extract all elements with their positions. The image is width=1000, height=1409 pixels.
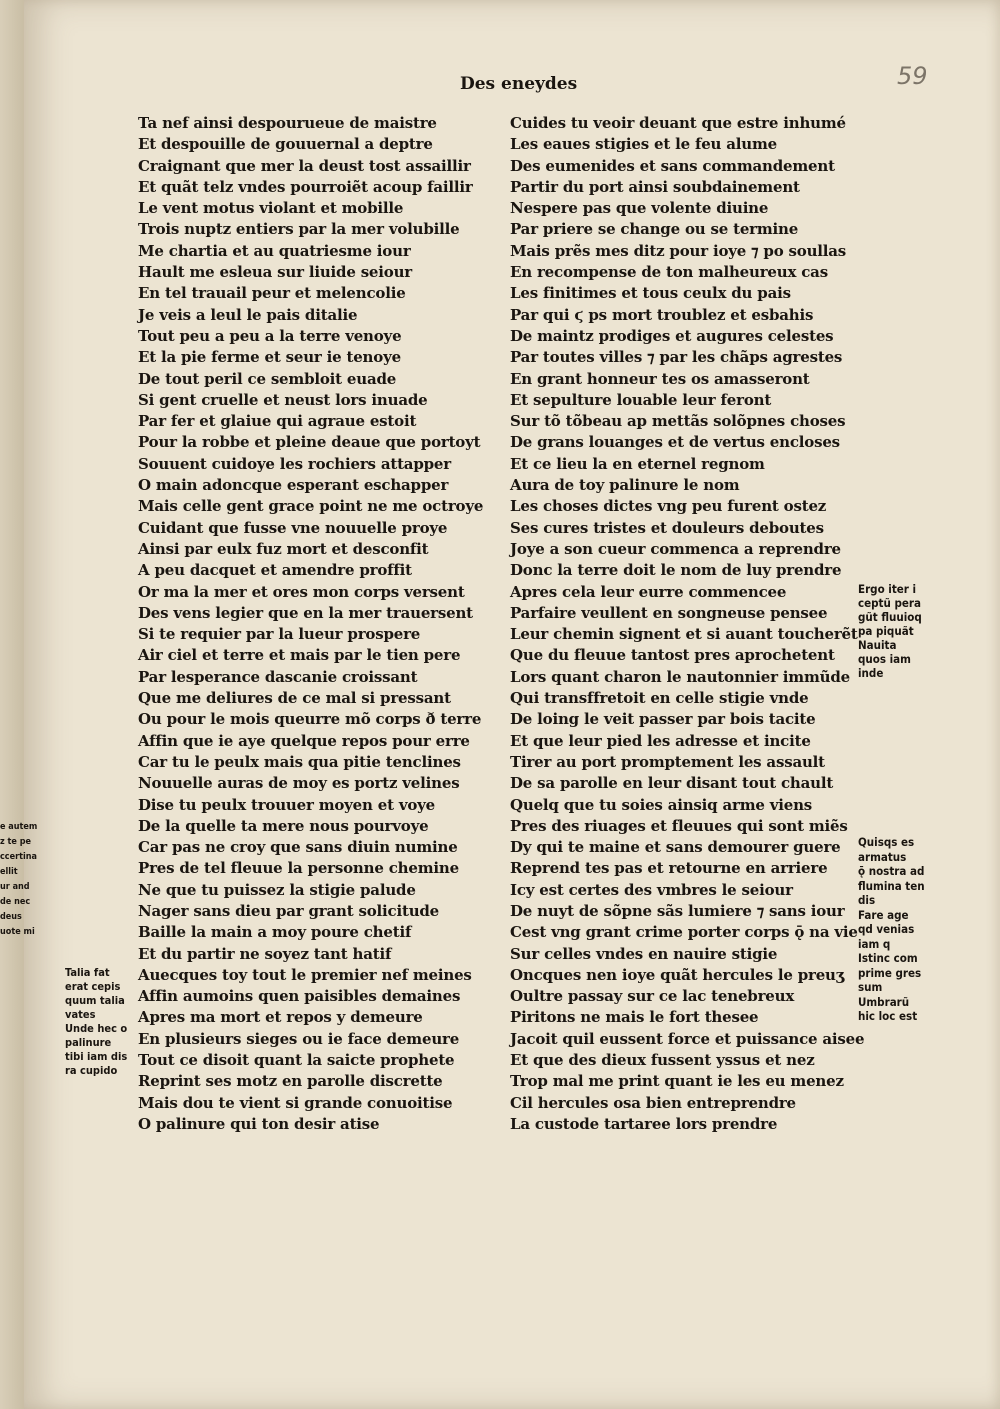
verse-line: Affin aumoins quen paisibles demaines <box>138 987 461 1006</box>
verse-line: Donc la terre doit le nom de luy prendre <box>510 561 842 580</box>
verse-line: Partir du port ainsi soubdainement <box>510 177 800 196</box>
verse-line: Oultre passay sur ce lac tenebreux <box>510 987 795 1006</box>
gloss-line: deus <box>0 912 22 922</box>
verse-line: Cest vng grant crime porter corps ǭ na vie <box>510 923 858 942</box>
verse-line: Apres cela leur eurre commencee <box>510 582 787 601</box>
verse-line: Des vens legier que en la mer trauersent <box>138 603 473 622</box>
previous-page-edge <box>0 0 24 1409</box>
right-verse-column <box>510 113 864 1135</box>
verse-line: Sur tõ tõbeau ap mettãs solõpnes choses <box>510 412 846 431</box>
verse-line: Ou pour le mois queurre mõ corps ð terre <box>138 710 482 729</box>
verse-line: Et la pie ferme et seur ie tenoye <box>138 348 401 367</box>
gloss-line: Nauita <box>858 638 897 652</box>
gloss-line: hic loc est <box>858 1009 918 1023</box>
verse-line: Hault me esleua sur liuide seiour <box>138 263 412 282</box>
verse-line: Oncques nen ioye quãt hercules le preuʒ <box>510 965 845 984</box>
verse-line: De nuyt de sõpne sãs lumiere ⁊ sans iour <box>510 901 845 920</box>
verse-line: Ses cures tristes et douleurs deboutes <box>510 518 824 537</box>
verse-line: Pres de tel fleuue la personne chemine <box>138 859 459 878</box>
verse-line: Que du fleuue tantost pres aprochetent <box>510 646 835 665</box>
verse-line: O main adoncque esperant eschapper <box>138 476 449 495</box>
gloss-line: ellit <box>0 867 18 877</box>
gloss-line: iam q <box>858 936 891 951</box>
margin-gloss-right-upper <box>858 582 922 680</box>
gloss-line: Talia fat <box>65 966 110 979</box>
verse-line: Si te requier par la lueur prospere <box>138 625 421 644</box>
gloss-line: ra cupido <box>65 1064 118 1077</box>
gloss-line: inde <box>858 666 884 680</box>
verse-line: Leur chemin signent et si auant toucherẽt <box>510 625 858 644</box>
gloss-line: e autem <box>0 822 38 832</box>
verse-line: De la quelle ta mere nous pourvoye <box>138 816 429 835</box>
verse-line: Et que des dieux fussent yssus et nez <box>510 1051 815 1070</box>
verse-line: Parfaire veullent en songneuse pensee <box>510 603 828 622</box>
verse-line: Pour la robbe et pleine deaue que portoyt <box>138 433 481 452</box>
verse-line: En grant honneur tes os amasseront <box>510 369 810 388</box>
verse-line: Affin que ie aye quelque repos pour erre <box>138 731 470 750</box>
verse-line: Et que leur pied les adresse et incite <box>510 731 811 750</box>
margin-gloss-right-lower <box>858 835 925 1024</box>
gloss-line: Ergo iter i <box>858 582 917 596</box>
gloss-line: quum talia <box>65 994 125 1007</box>
verse-line: Piritons ne mais le fort thesee <box>510 1008 759 1027</box>
gloss-line: Unde hec o <box>65 1022 128 1035</box>
gloss-line: z te pe <box>0 837 31 847</box>
gloss-line: prime gres <box>858 965 922 980</box>
verse-line: Et despouille de gouuernal a deptre <box>138 135 433 154</box>
verse-line: Si gent cruelle et neust lors inuade <box>138 390 428 409</box>
verse-line: Mais celle gent grace point ne me octroye <box>138 497 484 516</box>
gloss-line: quos iam <box>858 652 911 666</box>
verse-line: Nouuelle auras de moy es portz velines <box>138 774 460 793</box>
folio-number: 59 <box>897 62 928 90</box>
verse-line: Or ma la mer et ores mon corps versent <box>138 582 465 601</box>
verse-line: Les eaues stigies et le feu alume <box>510 135 778 154</box>
verse-line: En tel trauail peur et melencolie <box>138 284 406 303</box>
gloss-line: tibi iam dis <box>65 1050 128 1063</box>
gloss-line: ccertina <box>0 852 37 862</box>
verse-line: Baille la main a moy poure chetif <box>138 923 412 942</box>
verse-line: Que me deliures de ce mal si pressant <box>138 689 451 708</box>
verse-line: La custode tartaree lors prendre <box>510 1114 778 1133</box>
verse-line: Jacoit quil eussent force et puissance aisee <box>510 1029 865 1048</box>
gloss-line: ǭ nostra ad <box>858 864 925 878</box>
verse-line: Trois nuptz entiers par la mer volubille <box>138 220 460 239</box>
verse-line: Mais dou te vient si grande conuoitise <box>138 1093 453 1112</box>
verse-line: Car tu le peulx mais qua pitie tenclines <box>138 752 461 771</box>
verse-line: Des eumenides et sans commandement <box>510 156 835 175</box>
verse-line: Et du partir ne soyez tant hatif <box>138 944 392 963</box>
verse-line: En plusieurs sieges ou ie face demeure <box>138 1029 460 1048</box>
gloss-line: flumina ten <box>858 878 925 893</box>
verse-line: Me chartia et au quatriesme iour <box>138 241 411 260</box>
verse-line: Auecques toy tout le premier nef meines <box>138 965 472 984</box>
verse-line: Ta nef ainsi despourueue de maistre <box>138 114 437 132</box>
verse-line: Dise tu peulx trouuer moyen et voye <box>138 795 436 814</box>
verse-line: Par lesperance dascanie croissant <box>138 667 418 686</box>
gloss-line: erat cepis <box>65 980 121 993</box>
verse-line: En recompense de ton malheureux cas <box>510 263 828 282</box>
gloss-line: uote mi <box>0 927 35 937</box>
gloss-line: palinure <box>65 1036 112 1049</box>
verse-line: Reprend tes pas et retourne en arriere <box>510 859 828 878</box>
verse-line: Mais prẽs mes ditz pour ioye ⁊ po soullas <box>510 241 847 260</box>
margin-gloss-left-lower <box>65 966 127 1078</box>
verse-line: De tout peril ce sembloit euade <box>138 369 397 388</box>
left-verse-column <box>138 113 483 1135</box>
verse-line: Qui transffretoit en celle stigie vnde <box>510 689 809 708</box>
verse-line: Craignant que mer la deust tost assaillir <box>138 156 471 175</box>
verse-line: Car pas ne croy que sans diuin numine <box>138 838 458 857</box>
running-head: Des eneydes <box>460 74 578 94</box>
verse-line: Le vent motus violant et mobille <box>138 199 404 218</box>
gloss-line: ceptũ pera <box>858 596 921 610</box>
verse-line: Cil hercules osa bien entreprendre <box>510 1093 796 1112</box>
gloss-line: gũt fluuioq <box>858 610 922 624</box>
verse-line: De loing le veit passer par bois tacite <box>510 710 816 729</box>
verse-line: Apres ma mort et repos y demeure <box>138 1008 423 1027</box>
verse-line: Cuides tu veoir deuant que estre inhumé <box>510 114 846 132</box>
verse-line: Lors quant charon le nautonnier immũde <box>510 667 850 686</box>
verse-line: Nespere pas que volente diuine <box>510 199 769 218</box>
verse-line: O palinure qui ton desir atise <box>138 1114 380 1133</box>
verse-line: Tout ce disoit quant la saicte prophete <box>138 1051 455 1070</box>
verse-line: Et quãt telz vndes pourroiẽt acoup faillir <box>138 177 473 196</box>
verse-line: Par priere se change ou se termine <box>510 220 799 239</box>
verse-line: Icy est certes des vmbres le seiour <box>510 880 793 899</box>
verse-line: Les choses dictes vng peu furent ostez <box>510 497 827 516</box>
gloss-line: Fare age <box>858 907 909 922</box>
verse-line: Nager sans dieu par grant solicitude <box>138 901 440 920</box>
verse-line: Joye a son cueur commenca a reprendre <box>510 539 841 558</box>
verse-line: Tirer au port promptement les assault <box>510 752 825 771</box>
gloss-line: de nec <box>0 897 31 907</box>
verse-line: Quelq que tu soies ainsiq arme viens <box>510 795 813 814</box>
verse-line: Ainsi par eulx fuz mort et desconfit <box>138 539 429 558</box>
verse-line: De maintz prodiges et augures celestes <box>510 326 834 345</box>
verse-line: Air ciel et terre et mais par le tien pere <box>138 646 461 665</box>
gloss-line: dis <box>858 893 876 907</box>
gloss-line: pa piquãt <box>858 624 914 638</box>
verse-line: Pres des riuages et fleuues qui sont miẽs <box>510 816 848 835</box>
verse-line: Tout peu a peu a la terre venoye <box>138 326 402 345</box>
verse-line: Trop mal me print quant ie les eu menez <box>510 1072 844 1091</box>
gloss-line: vates <box>65 1008 96 1021</box>
verse-line: Cuidant que fusse vne nouuelle proye <box>138 518 448 537</box>
verse-line: Je veis a leul le pais ditalie <box>138 305 358 324</box>
verse-line: A peu dacquet et amendre proffit <box>138 561 412 580</box>
gloss-line: Quisqs es <box>858 835 915 849</box>
margin-gloss-left-edge <box>0 820 37 940</box>
verse-line: Sur celles vndes en nauire stigie <box>510 944 778 963</box>
verse-line: Les finitimes et tous ceulx du pais <box>510 284 791 303</box>
gloss-line: armatus <box>858 849 907 864</box>
verse-line: Par toutes villes ⁊ par les chãps agrestes <box>510 348 843 367</box>
gloss-line: Istinc com <box>858 951 918 965</box>
verse-line: Dy qui te maine et sans demourer guere <box>510 838 841 857</box>
verse-line: Par fer et glaiue qui agraue estoit <box>138 412 417 431</box>
verse-line: Aura de toy palinure le nom <box>510 476 740 495</box>
verse-line: De grans louanges et de vertus encloses <box>510 433 840 452</box>
verse-line: Et sepulture louable leur feront <box>510 390 772 409</box>
verse-line: De sa parolle en leur disant tout chault <box>510 774 834 793</box>
gloss-line: ur and <box>0 882 30 892</box>
verse-line: Reprint ses motz en parolle discrette <box>138 1072 443 1091</box>
verse-line: Ne que tu puissez la stigie palude <box>138 880 416 899</box>
verse-line: Et ce lieu la en eternel regnom <box>510 454 765 473</box>
verse-line: Par qui ϛ ps mort troublez et esbahis <box>510 305 814 324</box>
gloss-line: sum <box>858 980 883 994</box>
gloss-line: Umbrarũ <box>858 994 910 1009</box>
gloss-line: qd venias <box>858 922 915 936</box>
verse-line: Souuent cuidoye les rochiers attapper <box>138 454 451 473</box>
